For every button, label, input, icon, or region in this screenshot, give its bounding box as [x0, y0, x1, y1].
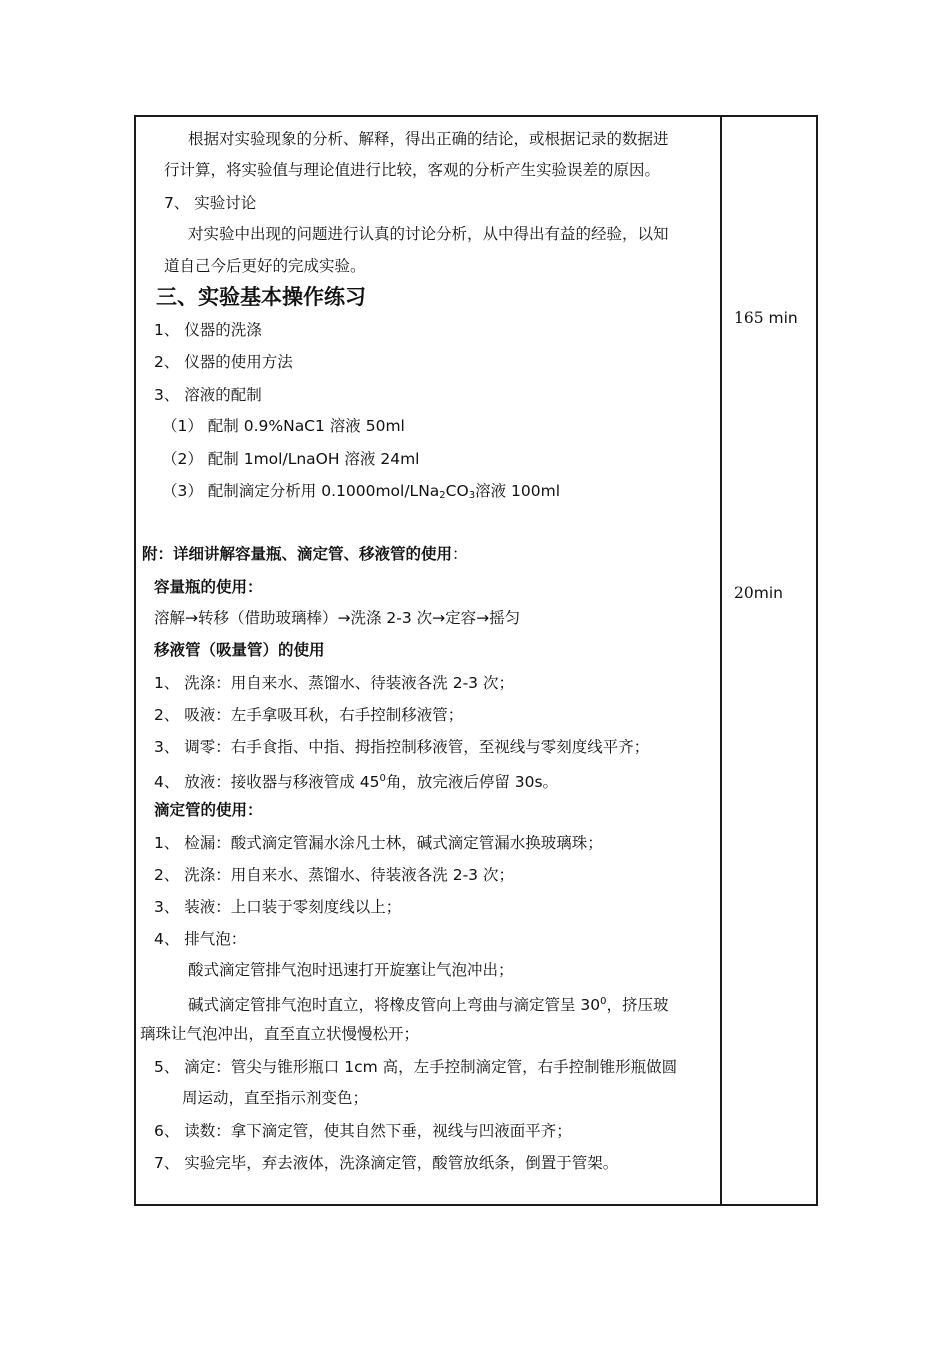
- pipette-item-3: 3、 调零：右手食指、中指、拇指控制移液管，至视线与零刻度线平齐；: [154, 738, 650, 756]
- time-165: 165 min: [734, 309, 798, 327]
- burette-item-3: 3、 装液：上口装于零刻度线以上；: [154, 898, 402, 916]
- section-item-2: 2、 仪器的使用方法: [154, 353, 293, 371]
- titrate-line-2: 周运动，直至指示剂变色；: [182, 1089, 369, 1107]
- solution-sub-3: （3） 配制滴定分析用 $0.1000mol/LNa_2CO_3$溶液 100ml: [162, 482, 560, 501]
- column-divider: [720, 117, 722, 1204]
- pipette-heading: 移液管（吸量管）的使用: [154, 641, 325, 659]
- titrate-line-1: 5、 滴定：管尖与锥形瓶口 1cm 高，左手控制滴定管，右手控制锥形瓶做圆: [154, 1058, 678, 1076]
- finish-line: 7、 实验完毕，弃去液体，洗涤滴定管，酸管放纸条，倒置于管架。: [154, 1154, 619, 1172]
- appendix-title: 附：详细讲解容量瓶、滴定管、移液管的使用：: [142, 545, 468, 563]
- discussion-line-1: 对实验中出现的问题进行认真的讨论分析，从中得出有益的经验，以知: [188, 225, 669, 243]
- pipette-item-2: 2、 吸液：左手拿吸耳秋，右手控制移液管；: [154, 706, 464, 724]
- section-item-1: 1、 仪器的洗涤: [154, 321, 262, 339]
- discussion-heading: 7、 实验讨论: [164, 194, 257, 212]
- pipette-item-4: 4、 放液：接收器与移液管成 $45^0$角，放完液后停留 30s。: [154, 773, 559, 791]
- conclusion-line-1: 根据对实验现象的分析、解释，得出正确的结论，或根据记录的数据进: [188, 130, 669, 148]
- flask-steps: 溶解→转移（借助玻璃棒）→洗涤 2-3 次→定容→摇匀: [154, 609, 521, 627]
- base-bubble-line-1: 碱式滴定管排气泡时直立，将橡皮管向上弯曲与滴定管呈 $30^0$，挤压玻: [188, 996, 669, 1014]
- conclusion-line-2: 行计算，将实验值与理论值进行比较，客观的分析产生实验误差的原因。: [164, 161, 661, 179]
- burette-item-2: 2、 洗涤：用自来水、蒸馏水、待装液各洗 2-3 次；: [154, 866, 514, 884]
- base-bubble-line-2: 璃珠让气泡冲出，直至直立状慢慢松开；: [140, 1025, 420, 1043]
- burette-item-4: 4、 排气泡：: [154, 930, 247, 948]
- section-item-3: 3、 溶液的配制: [154, 386, 262, 404]
- time-20: 20min: [734, 584, 783, 602]
- discussion-line-2: 道自己今后更好的完成实验。: [164, 257, 366, 275]
- reading-line: 6、 读数：拿下滴定管，使其自然下垂，视线与凹液面平齐；: [154, 1122, 572, 1140]
- burette-heading: 滴定管的使用：: [154, 801, 263, 819]
- solution-sub-2: （2） 配制 1mol/LnaOH 溶液 24ml: [162, 450, 420, 468]
- solution-sub-1: （1） 配制 0.9%NaC1 溶液 50ml: [162, 417, 405, 435]
- flask-heading: 容量瓶的使用：: [154, 578, 263, 596]
- lesson-table: [134, 115, 818, 1206]
- pipette-item-1: 1、 洗涤：用自来水、蒸馏水、待装液各洗 2-3 次；: [154, 674, 514, 692]
- section-title: 三、实验基本操作练习: [156, 285, 366, 309]
- burette-item-1: 1、 检漏：酸式滴定管漏水涂凡士林，碱式滴定管漏水换玻璃珠；: [154, 834, 603, 852]
- content-cell: [136, 117, 720, 1204]
- acid-bubble-text: 酸式滴定管排气泡时迅速打开旋塞让气泡冲出；: [188, 961, 514, 979]
